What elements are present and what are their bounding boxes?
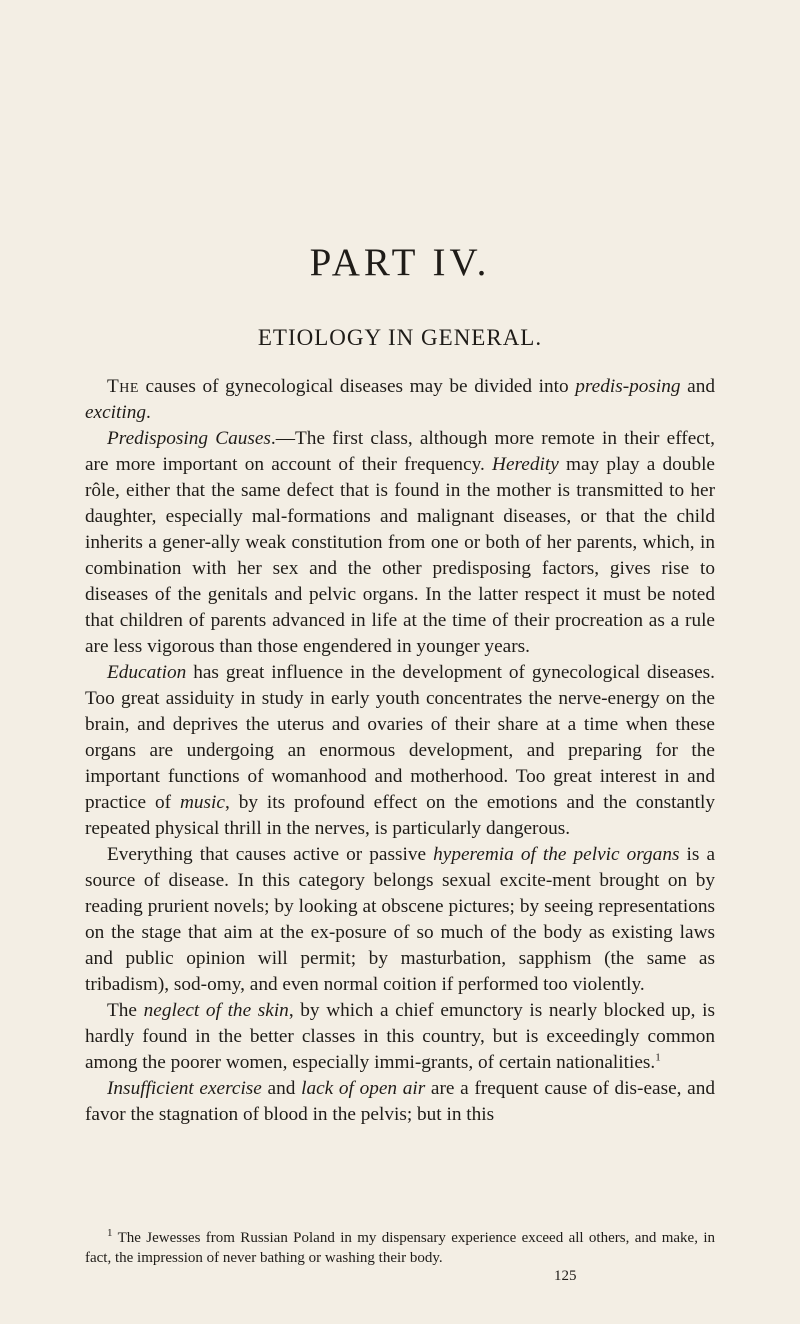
paragraph-hyperemia: Everything that causes active or passive hyperemia of the pelvic organs is a source of disease. In this category belongs sexual excite-ment brought on by reading prurient novels; by looking at obscene pictures; by seeing representations on the stage that aim at the ex-posure of so much of the body as existing laws and public opinion will permit; by masturbation, sapphism (the same as tribadism), sod-omy, and even normal coition if performed too violently. xyxy=(85,844,716,995)
lead-word: The xyxy=(107,376,139,397)
paragraph-skin: The neglect of the skin, by which a chief emunctory is nearly blocked up, is hardly found in the better classes in this country, but is exceedingly common among the poorer women, especially immi-grants, of certain nationalities.$^1$ xyxy=(85,1000,716,1073)
footnote-text: The Jewesses from Russian Poland in my dispensary experience exceed all others, and make, in fact, the impression of never bathing or washing their body. xyxy=(85,1230,715,1266)
term-neglect-of-skin: neglect of the skin xyxy=(143,1000,289,1021)
part-title: PART IV. xyxy=(309,241,491,284)
paragraph-predisposing: Predisposing Causes.—The first class, although more remote in their effect, are more important on account of their frequency. Heredity may play a double rôle, either that the same defect that is found in the mother is transmitted to her daughter, especially mal-formations and malignant diseases, or that the child inherits a gener-ally weak constitution from one or both of her parents, which, in combination with her sex and the other predisposing factors, gives rise to diseases of the genitals and pelvic organs. In the latter respect it must be noted that children of parents advanced in life at the time of their procreation as a rule are less vigorous than those engendered in younger years. xyxy=(85,428,715,657)
footnote xyxy=(85,1228,715,1268)
term-exciting: exciting xyxy=(85,402,147,423)
paragraph-exercise: Insufficient exercise and lack of open air are a frequent cause of dis-ease, and favor the stagnation of blood in the pelvis; but in this xyxy=(85,1078,716,1125)
paragraph-causes: The causes of gynecological diseases may be divided into predis-posing and exciting. xyxy=(85,376,715,423)
footnote-marker: 1 xyxy=(107,1227,113,1239)
page-number: 125 xyxy=(554,1268,577,1284)
footnote-reference: 1 xyxy=(655,1051,661,1064)
term-hyperemia: hyperemia of the pelvic organs xyxy=(433,844,680,865)
term-predisposing-causes: Predisposing Causes xyxy=(107,428,271,449)
body-text xyxy=(85,374,715,1128)
term-education: Education xyxy=(107,662,187,683)
chapter-title: ETIOLOGY IN GENERAL. xyxy=(257,325,543,350)
paragraph-education: Education has great influence in the development of gynecological diseases. Too great assiduity in study in early youth concentrates the nerve-energy on the brain, and deprives the uterus and ovaries of their share at a time when these organs are undergoing an enormous development, and preparing for the important functions of womanhood and motherhood. Too great interest in and practice of music, by its profound effect on the emotions and the constantly repeated physical thrill in the nerves, is particularly dangerous. xyxy=(85,662,715,839)
term-open-air: lack of open air xyxy=(301,1078,426,1099)
term-predisposing: predis-posing xyxy=(575,376,681,397)
term-insufficient-exercise: Insufficient exercise xyxy=(107,1078,262,1099)
term-music: music xyxy=(179,792,225,813)
term-heredity: Heredity xyxy=(492,454,559,475)
